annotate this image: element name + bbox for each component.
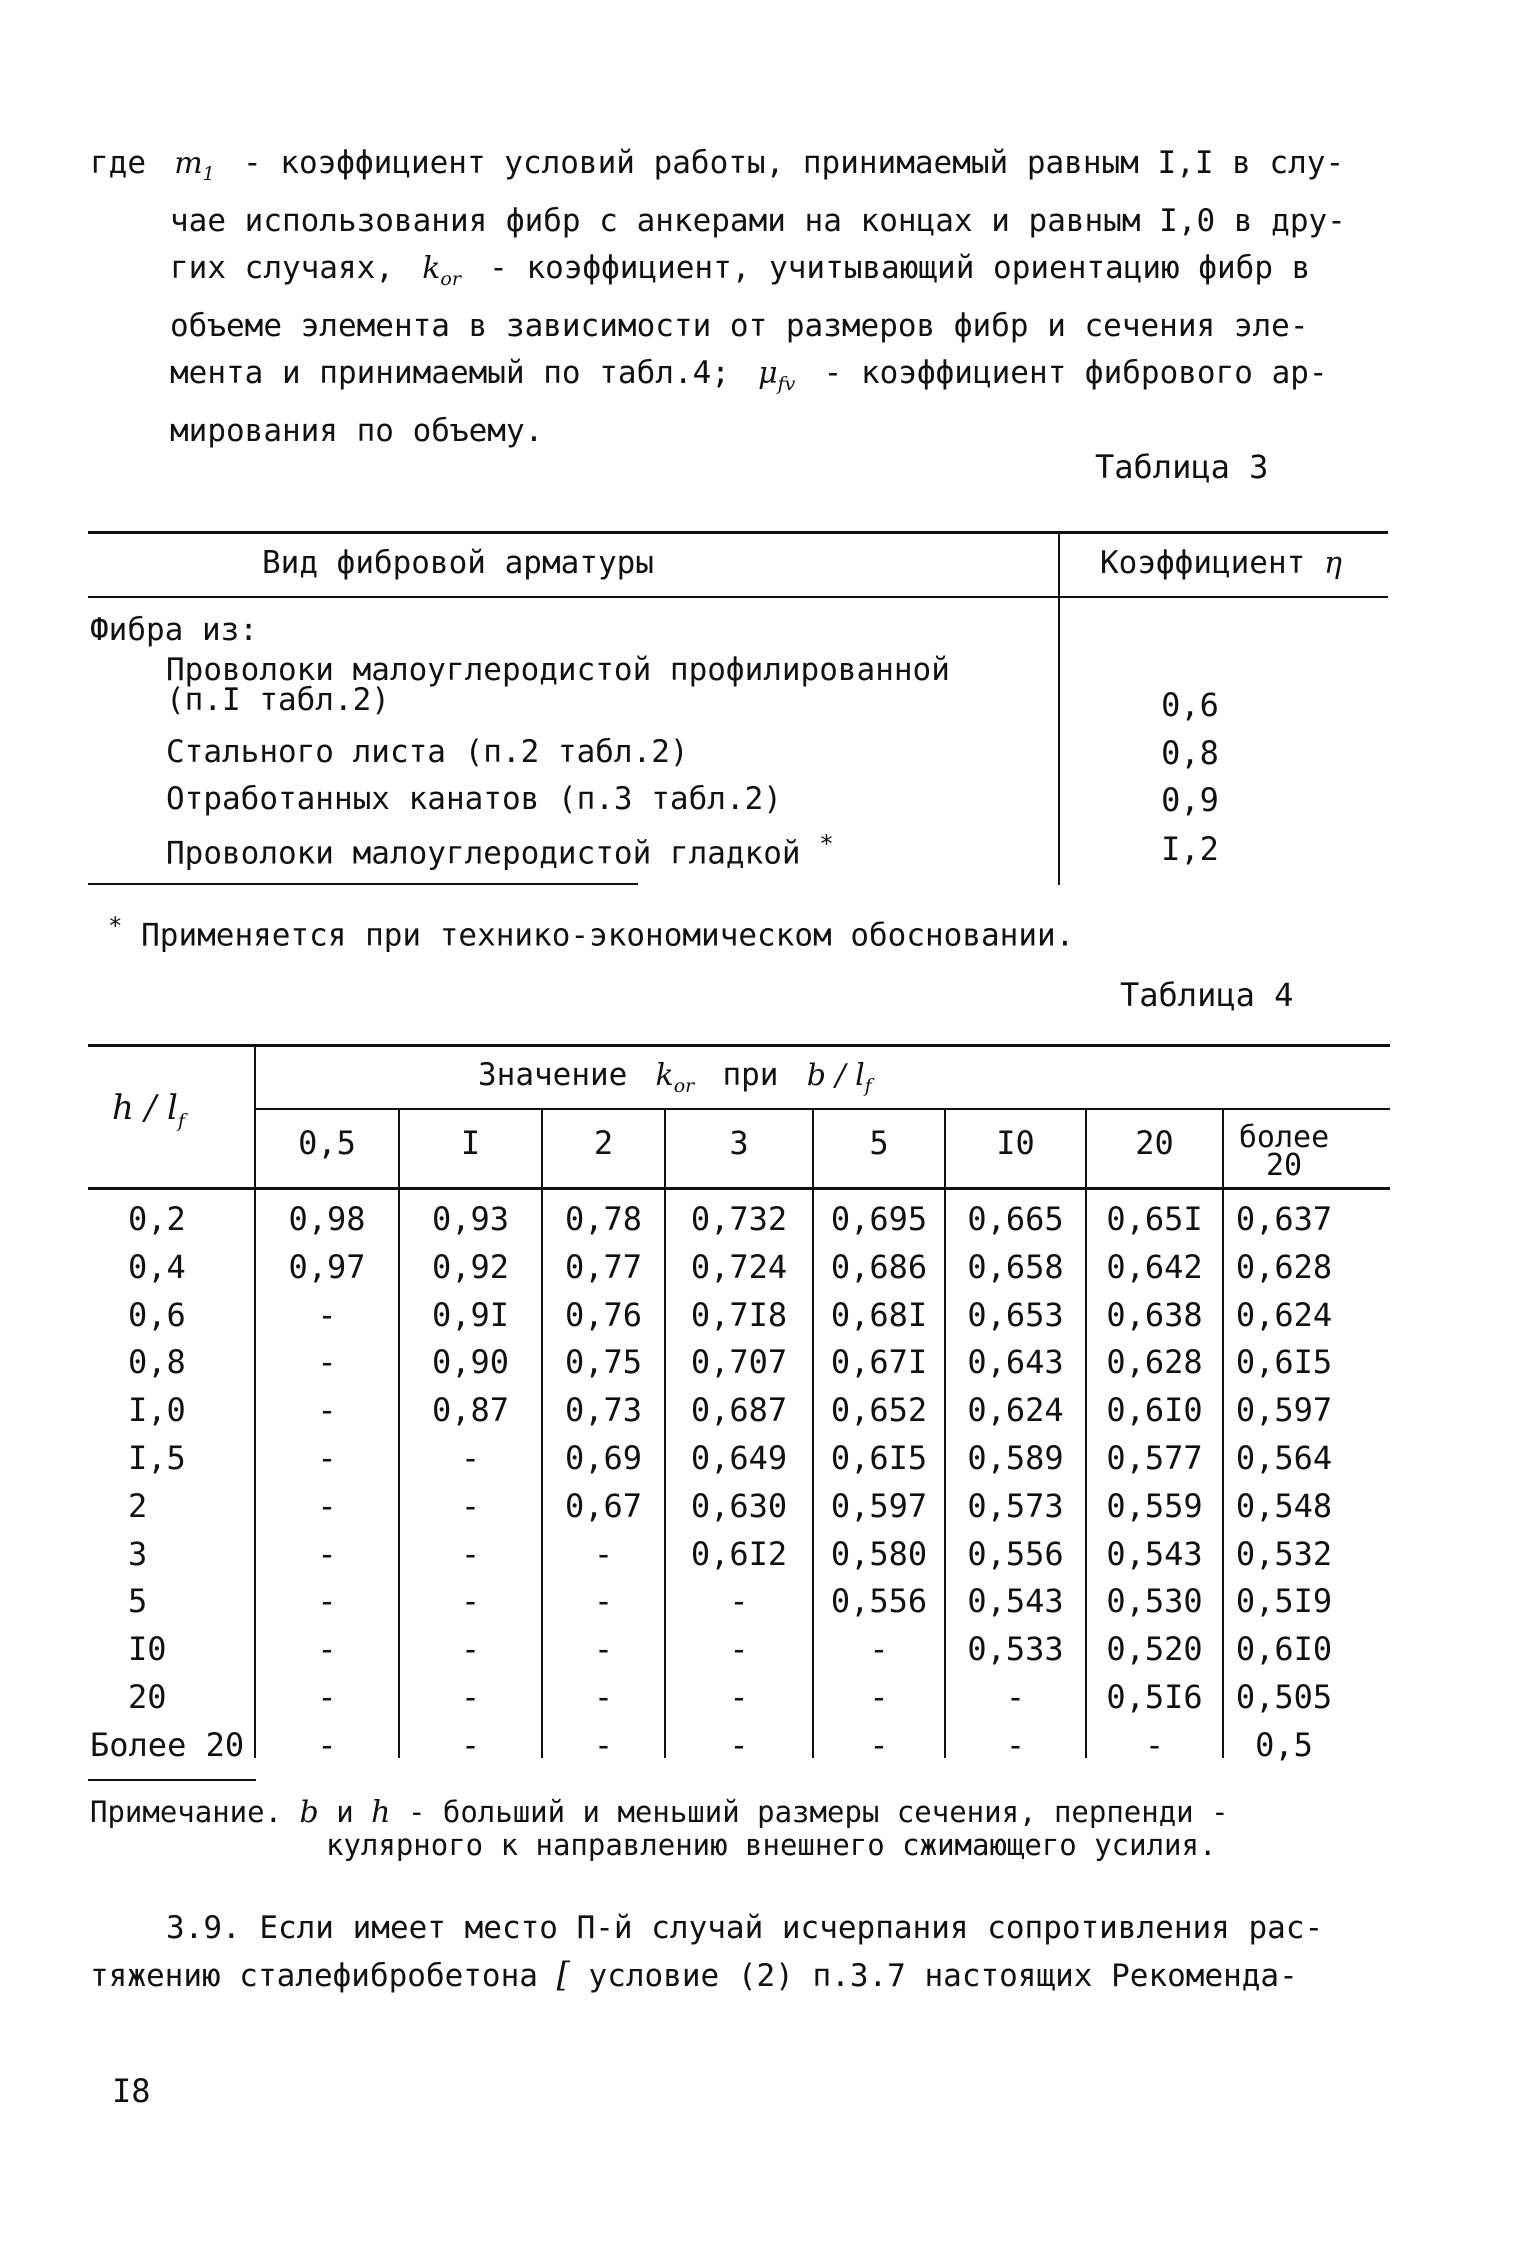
section-line-2: тяжению сталефибробетона [ условие (2) п.3.7 настоящих Рекоменда- <box>90 1955 1298 1995</box>
table4-cell: 0,6I0 <box>1106 1391 1203 1430</box>
table4-cell: 0,649 <box>690 1439 788 1477</box>
table4-cell: 0,624 <box>1235 1295 1333 1334</box>
table4-cell: - <box>460 1678 481 1716</box>
table4-row-label: 0,8 <box>128 1343 186 1382</box>
table4-cell: 0,597 <box>1235 1391 1333 1430</box>
table3-row-1-value: 0,6 <box>1161 686 1219 724</box>
table4-row-label: 5 <box>128 1582 148 1621</box>
table4-row-label: I,0 <box>128 1391 186 1430</box>
table4-cell: 0,73 <box>564 1391 643 1430</box>
table4-cell: - <box>460 1582 481 1621</box>
intro-paragraph <box>90 140 1346 455</box>
table3-head-right: Коэффициент η <box>1100 545 1342 581</box>
table4-cell: 0,505 <box>1235 1678 1333 1716</box>
table3-row-4: Проволоки малоуглеродистой гладкой * <box>166 830 834 872</box>
table4-col-header-0: 0,5 <box>298 1124 356 1162</box>
table4-cell: 0,78 <box>564 1200 643 1238</box>
table4-col-header-5: I0 <box>996 1124 1035 1162</box>
table4-cell: 0,68I <box>830 1295 928 1334</box>
table4-cell: 0,6I0 <box>1235 1630 1333 1669</box>
table4-cell: 0,520 <box>1106 1630 1203 1669</box>
table4-cell: 0,530 <box>1106 1582 1203 1621</box>
table4-cell: 0,653 <box>967 1295 1064 1334</box>
table4-cell: 0,556 <box>967 1534 1064 1573</box>
table4-cell: 0,628 <box>1235 1247 1333 1286</box>
table3-row-3: Отработанных канатов (п.3 табл.2) <box>166 781 782 817</box>
intro-line-6: мирования по объему. <box>170 413 544 449</box>
table4-cell: 0,732 <box>690 1200 788 1238</box>
table4-cell: - <box>593 1534 614 1573</box>
table4-col-header-4: 5 <box>869 1124 889 1162</box>
table4-cell: - <box>869 1678 889 1716</box>
table4-cell: - <box>593 1630 614 1669</box>
table4-cell: 0,67I <box>830 1343 928 1382</box>
table4-cell: - <box>729 1630 749 1669</box>
table4-cell: - <box>317 1391 337 1430</box>
table4-cell: 0,543 <box>967 1582 1064 1621</box>
table4-cell: 0,724 <box>690 1247 788 1286</box>
table4-cell: 0,5I6 <box>1106 1678 1203 1716</box>
table3-top-rule <box>88 531 1388 534</box>
table3-head-left: Вид фибровой арматуры <box>262 545 654 581</box>
table4-cell: - <box>317 1343 337 1382</box>
table4-row-label: I0 <box>128 1630 167 1669</box>
table4-row-label: 2 <box>128 1486 148 1525</box>
table4-cell: 0,67 <box>564 1486 643 1525</box>
table4-note: Примечание. b и h - больший и меньший размеры сечения, перпенди - кулярного к направлению внешнего сжимающего усилия. <box>90 1795 1229 1862</box>
table4-cell: 0,75 <box>564 1343 643 1382</box>
table4-bottom-rule <box>88 1779 256 1781</box>
table4-cell: 0,577 <box>1106 1439 1203 1477</box>
table4-top-rule <box>88 1044 1390 1047</box>
table4-cell: 0,589 <box>967 1439 1064 1477</box>
table4-row-label: 0,2 <box>128 1200 186 1238</box>
table4-row-label: 0,4 <box>128 1247 186 1286</box>
table4-cell: 0,658 <box>967 1247 1064 1286</box>
table4-col-header-1: I <box>460 1124 481 1162</box>
table4-cell: 0,643 <box>967 1343 1064 1382</box>
table4-cell: 0,6I5 <box>830 1439 928 1477</box>
table4-cell: - <box>729 1582 749 1621</box>
table4-cell: 0,687 <box>690 1391 788 1430</box>
table4-cell: 0,573 <box>967 1486 1064 1525</box>
table4-cell: - <box>593 1582 614 1621</box>
table4-cell: 0,9I <box>431 1295 510 1334</box>
table4-col-header-7: более 20 <box>1238 1120 1330 1183</box>
section-line-1: 3.9. Если имеет место П-й случай исчерпания сопротивления рас- <box>166 1910 1324 1946</box>
table3-footnote: * Применяется при технико-экономическом обосновании. <box>108 912 1075 954</box>
table4-cell: 0,98 <box>288 1200 366 1238</box>
table4-cell: 0,707 <box>690 1343 788 1382</box>
table3-row-3-value: 0,9 <box>1161 781 1219 819</box>
table4-cell: 0,7I8 <box>690 1295 788 1334</box>
table4-cell: - <box>317 1582 337 1621</box>
table4-cell: 0,564 <box>1235 1439 1333 1477</box>
table4-cell: 0,92 <box>431 1247 510 1286</box>
table4-row-label: 3 <box>128 1534 148 1573</box>
table4-cell: 0,543 <box>1106 1534 1203 1573</box>
table4-cell: 0,77 <box>564 1247 643 1286</box>
table4-cell: 0,548 <box>1235 1486 1333 1525</box>
symbol-mufv: $\mu_{fv}$ <box>758 356 796 395</box>
table4-cell: - <box>460 1725 481 1764</box>
table4-cell: 0,87 <box>431 1391 510 1430</box>
table4-cell: - <box>729 1678 749 1716</box>
table4-col-header-2: 2 <box>593 1124 614 1162</box>
table4-cell: 0,638 <box>1106 1295 1203 1334</box>
table4-cell: - <box>1144 1725 1165 1764</box>
table4-cell: 0,637 <box>1235 1200 1333 1238</box>
table4-cell: 0,695 <box>830 1200 928 1238</box>
table4-cell: 0,6I2 <box>690 1534 788 1573</box>
table4-cell: - <box>460 1439 481 1477</box>
intro-line-1: где $m_1$ - коэффициент условий работы, принимаемый равным I,I в слу- <box>90 145 1345 185</box>
table4-cell: - <box>317 1439 337 1477</box>
table3-row-1: Проволоки малоуглеродистой профилированной (п.I табл.2) <box>166 652 950 718</box>
intro-line-5: мента и принимаемый по табл.4; $\mu_{fv}$ - коэффициент фибрового ар- <box>170 355 1328 395</box>
table4-row-label: Более 20 <box>90 1725 245 1764</box>
table4-cell: - <box>317 1486 337 1525</box>
table4-cell: 0,533 <box>967 1630 1064 1669</box>
table4-cell: - <box>317 1295 337 1334</box>
table4-cell: 0,5I9 <box>1235 1582 1333 1621</box>
table3-group-label: Фибра из: <box>90 612 258 648</box>
table3-caption: Таблица 3 <box>1095 448 1269 486</box>
footnote-marker: * <box>819 830 834 858</box>
table4-row-label: 20 <box>128 1678 167 1716</box>
intro-line-3: гих случаях, $k_{or}$ - коэффициент, учитывающий ориентацию фибр в <box>170 250 1311 290</box>
table4-cell: - <box>460 1534 481 1573</box>
table3-row-4-value: I,2 <box>1161 830 1219 868</box>
table4-cell: - <box>1005 1678 1026 1716</box>
table4-head-rule <box>88 1187 1390 1190</box>
table4-cell: 0,76 <box>564 1295 643 1334</box>
table4-cell: - <box>869 1630 889 1669</box>
table3-row-2: Стального листа (п.2 табл.2) <box>166 734 689 770</box>
symbol-eta: η <box>1323 546 1342 581</box>
table4-cell: - <box>317 1725 337 1764</box>
table4-cell: 0,90 <box>431 1343 510 1382</box>
table4-cell: 0,665 <box>967 1200 1064 1238</box>
table4-group-header: Значение $k_{or}$ при b / $l_f$ <box>478 1057 872 1097</box>
table4-col-header-3: 3 <box>729 1124 749 1162</box>
table4-cell: - <box>1005 1725 1026 1764</box>
table4-cell: - <box>593 1678 614 1716</box>
table4-cell: - <box>729 1725 749 1764</box>
table4-cell: 0,597 <box>830 1486 928 1525</box>
table4-cell: 0,630 <box>690 1486 788 1525</box>
table4-cell: 0,93 <box>431 1200 510 1238</box>
table4-cell: 0,6I5 <box>1235 1343 1333 1382</box>
table3-col-divider <box>1058 533 1060 885</box>
table3-bottom-rule <box>88 883 638 885</box>
table4-cell: 0,559 <box>1106 1486 1203 1525</box>
table4-cell: 0,642 <box>1106 1247 1203 1286</box>
table3-row-2-value: 0,8 <box>1161 734 1219 772</box>
table4-col-header-6: 20 <box>1135 1124 1174 1162</box>
table3-head-rule <box>88 596 1388 598</box>
table4-cell: - <box>317 1630 337 1669</box>
table4-caption: Таблица 4 <box>1120 976 1294 1014</box>
symbol-kor: $k_{or}$ <box>422 251 461 290</box>
table4-cell: - <box>869 1725 889 1764</box>
table4-row-header: h / $l_f$ <box>112 1088 185 1132</box>
table4-cell: - <box>317 1534 337 1573</box>
table4-cell: - <box>593 1725 614 1764</box>
table4-cell: - <box>460 1630 481 1669</box>
page-number: I8 <box>112 2072 151 2110</box>
table4-cell: 0,532 <box>1235 1534 1333 1573</box>
table4-cell: 0,65I <box>1106 1200 1203 1238</box>
symbol-m1: $m_1$ <box>174 146 215 185</box>
section-paragraph <box>90 1905 1323 2000</box>
table4-cell: 0,624 <box>967 1391 1064 1430</box>
table4-cell: 0,69 <box>564 1439 643 1477</box>
table4-row-label: 0,6 <box>128 1295 186 1334</box>
table4-cell: - <box>317 1678 337 1716</box>
table4-cell: 0,556 <box>830 1582 928 1621</box>
table4-cell: 0,628 <box>1106 1343 1203 1382</box>
table4-cell: - <box>460 1486 481 1525</box>
table4-cell: 0,686 <box>830 1247 928 1286</box>
intro-line-2: чае использования фибр с анкерами на концах и равным I,0 в дру- <box>170 203 1346 239</box>
table4-group-rule <box>256 1108 1390 1110</box>
intro-line-4: объеме элемента в зависимости от размеров фибр и сечения эле- <box>170 308 1309 344</box>
table4-cell: 0,652 <box>830 1391 928 1430</box>
table4-cell: 0,97 <box>288 1247 366 1286</box>
table4-cell: 0,580 <box>830 1534 928 1573</box>
table4-row-label: I,5 <box>128 1439 186 1477</box>
table4-cell: 0,5 <box>1255 1725 1313 1764</box>
